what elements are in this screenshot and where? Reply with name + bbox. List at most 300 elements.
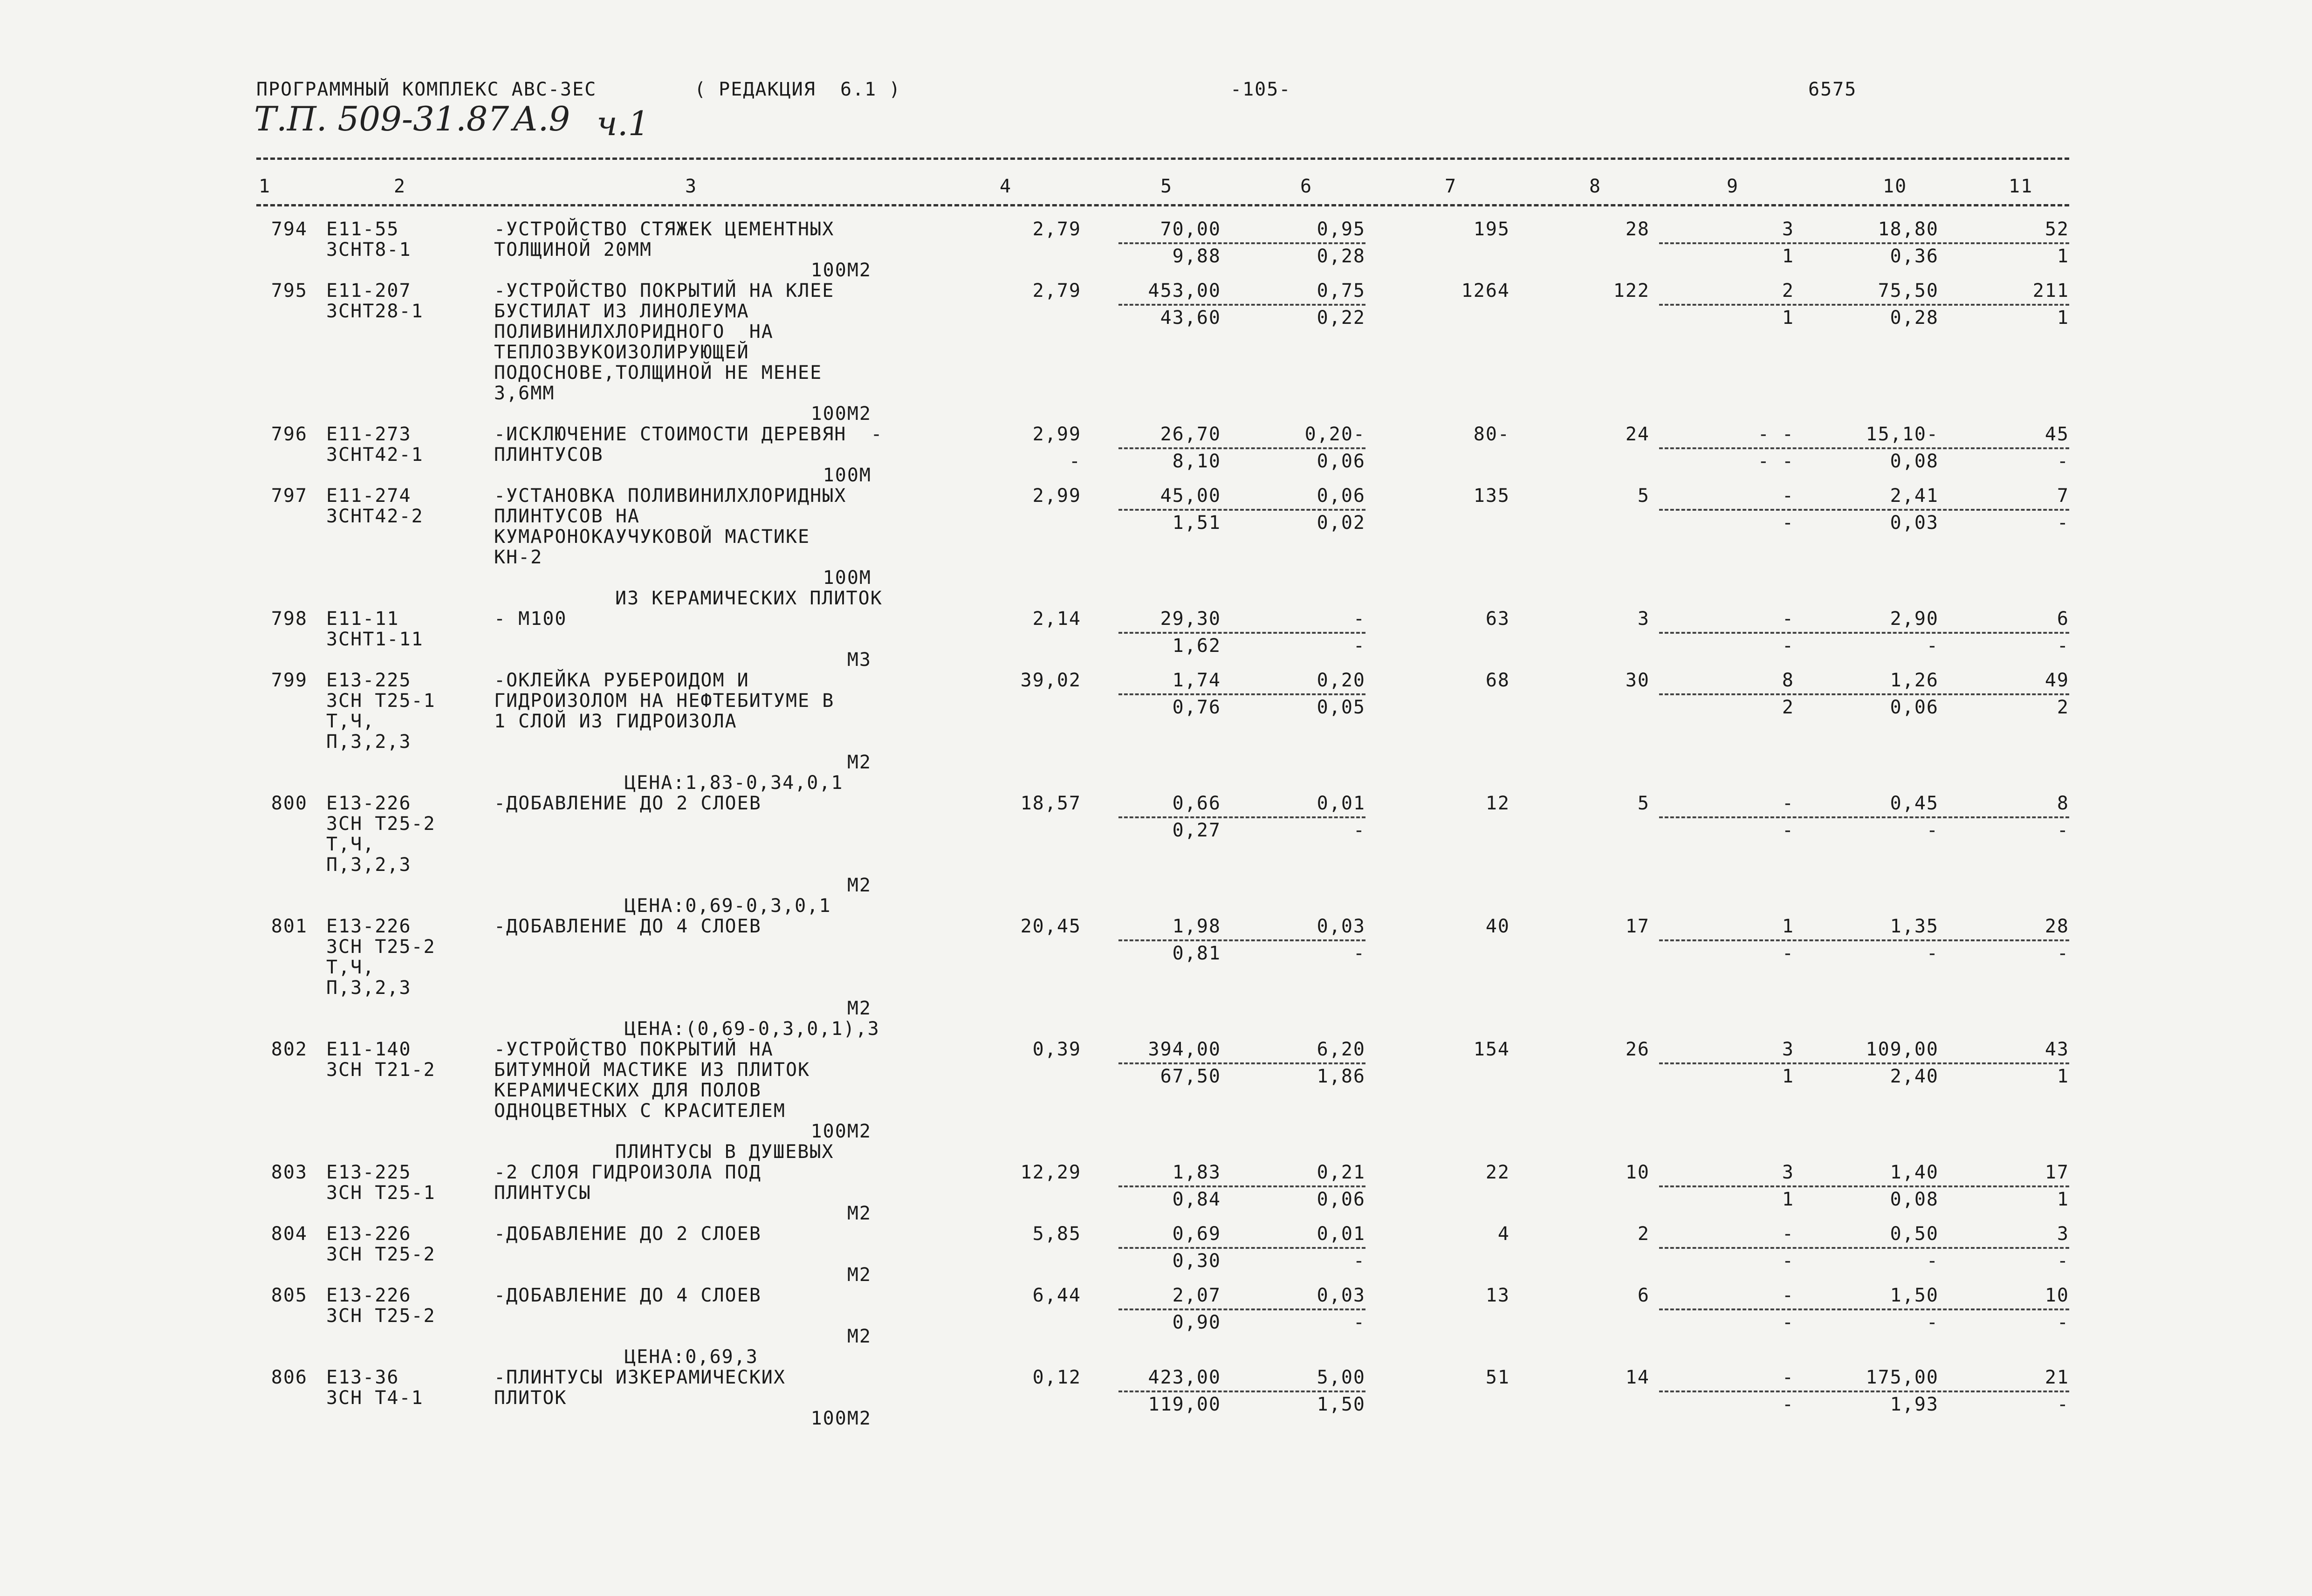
cell-col5-second: 1,51 — [1172, 512, 1221, 534]
cell-col10: 1,50 — [1890, 1285, 1939, 1306]
column-header-2: 2 — [394, 176, 406, 197]
column-header-6: 6 — [1300, 176, 1313, 197]
cell-col11: 45 — [2044, 424, 2069, 445]
cell-col4: 0,39 — [1032, 1039, 1081, 1060]
row-description: ПОЛИВИНИЛХЛОРИДНОГО НА — [494, 321, 774, 342]
row-description: ТЕПЛОЗВУКОИЗОЛИРУЮЩЕЙ — [494, 342, 749, 363]
row-code: ЗСНТ28-1 — [326, 301, 424, 322]
cell-col6: 0,20 — [1317, 670, 1365, 691]
row-number: 801 — [271, 916, 308, 937]
row-description: ОДНОЦВЕТНЫХ С КРАСИТЕЛЕМ — [494, 1100, 786, 1122]
row-description: 1 СЛОЙ ИЗ ГИДРОИЗОЛА — [494, 711, 737, 732]
row-description: -ОКЛЕЙКА РУБЕРОИДОМ И — [494, 670, 749, 691]
cell-col10: 2,41 — [1890, 485, 1939, 507]
cell-col11: 8 — [2057, 793, 2069, 814]
document-code: 6575 — [1808, 79, 1857, 100]
row-number: 800 — [271, 793, 308, 814]
cell-col10-second: 2,40 — [1890, 1066, 1939, 1087]
cell-col11-second: 1 — [2057, 307, 2069, 329]
cell-col9: 8 — [1782, 670, 1794, 691]
cell-col4: 39,02 — [1020, 670, 1081, 691]
row-description: -ДОБАВЛЕНИЕ ДО 2 СЛОЕВ — [494, 793, 762, 814]
cell-col10-second: 0,08 — [1890, 451, 1939, 472]
cell-col9-second: - — [1782, 512, 1794, 534]
cell-col6-second: 0,02 — [1317, 512, 1365, 534]
cell-col11: 7 — [2057, 485, 2069, 507]
cell-col11-second: - — [2057, 943, 2069, 964]
cell-col10-second: 0,36 — [1890, 246, 1939, 267]
cell-col6-second: 0,06 — [1317, 451, 1365, 472]
cell-col8: 10 — [1625, 1162, 1650, 1183]
cell-col10: 18,80 — [1878, 219, 1939, 240]
subtotal-rule-right — [1659, 939, 2069, 941]
row-description: КУМАРОНОКАУЧУКОВОЙ МАСТИКЕ — [494, 526, 810, 548]
row-unit: М3 — [847, 649, 871, 671]
cell-col10: 175,00 — [1866, 1367, 1939, 1388]
row-number: 797 — [271, 485, 308, 507]
cell-col8: 5 — [1637, 793, 1650, 814]
cell-col11: 3 — [2057, 1223, 2069, 1245]
cell-col10: 1,35 — [1890, 916, 1939, 937]
cell-col6-second: 1,86 — [1317, 1066, 1365, 1087]
row-code: П,3,2,3 — [326, 731, 412, 753]
cell-col5: 70,00 — [1160, 219, 1221, 240]
handwritten-album: А.9 — [513, 99, 570, 138]
subtotal-rule-left — [1118, 1247, 1365, 1249]
row-code: Е13-225 — [326, 670, 412, 691]
cell-col9-second: 1 — [1782, 307, 1794, 329]
cell-col11-second: 2 — [2057, 697, 2069, 718]
row-description: 3,6ММ — [494, 383, 555, 404]
row-number: 799 — [271, 670, 308, 691]
cell-col5-second: 0,90 — [1172, 1312, 1221, 1333]
row-code: П,3,2,3 — [326, 977, 412, 999]
column-header-11: 11 — [2009, 176, 2033, 197]
subtotal-rule-right — [1659, 509, 2069, 511]
cell-col5: 1,98 — [1172, 916, 1221, 937]
cell-col11: 21 — [2044, 1367, 2069, 1388]
cell-col11: 52 — [2044, 219, 2069, 240]
cell-col7: 13 — [1485, 1285, 1510, 1306]
cell-col9-second: 2 — [1782, 697, 1794, 718]
row-code: ЗСН Т25-2 — [326, 813, 436, 835]
row-code: ЗСН Т25-2 — [326, 1244, 436, 1265]
cell-col10-second: - — [1926, 820, 1939, 841]
cell-col10: 75,50 — [1878, 280, 1939, 301]
cell-col7: 51 — [1485, 1367, 1510, 1388]
row-description: -ПЛИНТУСЫ ИЗКЕРАМИЧЕСКИХ — [494, 1367, 786, 1388]
cell-col6-second: - — [1353, 943, 1365, 964]
cell-col4: 0,12 — [1032, 1367, 1081, 1388]
cell-col9-second: - — [1782, 1394, 1794, 1415]
edition-label: ( РЕДАКЦИЯ 6.1 ) — [694, 79, 901, 100]
cell-col11-second: - — [2057, 512, 2069, 534]
cell-col9: - - — [1757, 424, 1794, 445]
cell-col5: 2,07 — [1172, 1285, 1221, 1306]
row-code: Е13-36 — [326, 1367, 399, 1388]
row-description: - М100 — [494, 608, 567, 630]
subtotal-rule-right — [1659, 304, 2069, 306]
row-description: КН-2 — [494, 547, 543, 568]
cell-col5-second: 67,50 — [1160, 1066, 1221, 1087]
row-unit: 100М — [823, 465, 871, 486]
cell-col9: - — [1782, 1223, 1794, 1245]
row-code: Т,Ч, — [326, 834, 375, 855]
cell-col11-second: 1 — [2057, 246, 2069, 267]
cell-col6-second: 1,50 — [1317, 1394, 1365, 1415]
cell-col9: 3 — [1782, 219, 1794, 240]
cell-col11-second: - — [2057, 1394, 2069, 1415]
cell-col4: 2,14 — [1032, 608, 1081, 630]
cell-col11: 43 — [2044, 1039, 2069, 1060]
cell-col5: 26,70 — [1160, 424, 1221, 445]
cell-col7: 68 — [1485, 670, 1510, 691]
cell-col9: 3 — [1782, 1162, 1794, 1183]
cell-col7: 40 — [1485, 916, 1510, 937]
row-number: 794 — [271, 219, 308, 240]
cell-col9: 2 — [1782, 280, 1794, 301]
cell-col4: 2,99 — [1032, 485, 1081, 507]
cell-col10: 15,10- — [1866, 424, 1939, 445]
subtotal-rule-left — [1118, 693, 1365, 695]
column-header-10: 10 — [1883, 176, 1907, 197]
row-unit: 100М2 — [810, 260, 871, 281]
cell-col8: 6 — [1637, 1285, 1650, 1306]
cell-col11-second: - — [2057, 1250, 2069, 1272]
cell-col7: 12 — [1485, 793, 1510, 814]
cell-col11: 49 — [2044, 670, 2069, 691]
cell-col9: - — [1782, 485, 1794, 507]
row-unit: М2 — [847, 998, 871, 1019]
cell-col6: 0,01 — [1317, 1223, 1365, 1245]
page-number: -105- — [1230, 79, 1291, 100]
cell-col5-second: 0,81 — [1172, 943, 1221, 964]
column-header-9: 9 — [1727, 176, 1739, 197]
cell-col10: 0,50 — [1890, 1223, 1939, 1245]
cell-col9-second: - - — [1757, 451, 1794, 472]
row-description: -ДОБАВЛЕНИЕ ДО 2 СЛОЕВ — [494, 1223, 762, 1245]
row-code: ЗСНТ42-1 — [326, 444, 424, 466]
column-header-7: 7 — [1445, 176, 1457, 197]
row-section-heading: ИЗ КЕРАМИЧЕСКИХ ПЛИТОК — [615, 588, 883, 609]
cell-col6: - — [1353, 608, 1365, 630]
subtotal-rule-right — [1659, 1062, 2069, 1064]
cell-col8: 28 — [1625, 219, 1650, 240]
row-unit: М2 — [847, 1326, 871, 1347]
cell-col9-second: - — [1782, 1312, 1794, 1333]
subtotal-rule-right — [1659, 447, 2069, 449]
row-description: -ИСКЛЮЧЕНИЕ СТОИМОСТИ ДЕРЕВЯН - — [494, 424, 883, 445]
row-price-note: ЦЕНА:0,69,3 — [624, 1346, 758, 1368]
row-code: ЗСНТ8-1 — [326, 239, 412, 260]
cell-col5: 29,30 — [1160, 608, 1221, 630]
cell-col11: 17 — [2044, 1162, 2069, 1183]
cell-col10: 109,00 — [1866, 1039, 1939, 1060]
row-code: ЗСН Т25-2 — [326, 1305, 436, 1327]
row-code: ЗСН Т25-1 — [326, 690, 436, 712]
cell-col11-second: - — [2057, 1312, 2069, 1333]
subtotal-rule-right — [1659, 1308, 2069, 1310]
row-code: Е11-274 — [326, 485, 412, 507]
row-code: Е11-207 — [326, 280, 412, 301]
cell-col9-second: - — [1782, 635, 1794, 657]
row-code: Е11-140 — [326, 1039, 412, 1060]
cell-col11: 6 — [2057, 608, 2069, 630]
row-description: -УСТАНОВКА ПОЛИВИНИЛХЛОРИДНЫХ — [494, 485, 847, 507]
cell-col6: 0,01 — [1317, 793, 1365, 814]
cell-col8: 2 — [1637, 1223, 1650, 1245]
cell-col7: 1264 — [1461, 280, 1510, 301]
row-code: Е11-273 — [326, 424, 412, 445]
cell-col5-second: 8,10 — [1172, 451, 1221, 472]
row-description: ПЛИНТУСОВ НА — [494, 506, 640, 527]
row-code: Е13-225 — [326, 1162, 412, 1183]
row-description: -ДОБАВЛЕНИЕ ДО 4 СЛОЕВ — [494, 1285, 762, 1306]
cell-col10-second: - — [1926, 1250, 1939, 1272]
row-code: Е11-11 — [326, 608, 399, 630]
subtotal-rule-right — [1659, 1185, 2069, 1187]
row-unit: 100М2 — [810, 1121, 871, 1142]
cell-col5-second: 119,00 — [1148, 1394, 1221, 1415]
cell-col5-second: 9,88 — [1172, 246, 1221, 267]
cell-col5-second: 0,27 — [1172, 820, 1221, 841]
cell-col5: 0,69 — [1172, 1223, 1221, 1245]
row-description: ГИДРОИЗОЛОМ НА НЕФТЕБИТУМЕ В — [494, 690, 835, 712]
subtotal-rule-left — [1118, 1308, 1365, 1310]
row-description: ТОЛЩИНОЙ 20ММ — [494, 239, 652, 260]
cell-col6: 5,00 — [1317, 1367, 1365, 1388]
handwritten-tp: Т.П. 509-31.87 — [254, 99, 509, 138]
cell-col4: 12,29 — [1020, 1162, 1081, 1183]
cell-col10: 2,90 — [1890, 608, 1939, 630]
row-description: ПЛИТОК — [494, 1387, 567, 1409]
cell-col9: - — [1782, 793, 1794, 814]
subtotal-rule-right — [1659, 693, 2069, 695]
cell-col6-second: - — [1353, 1312, 1365, 1333]
cell-col4: 20,45 — [1020, 916, 1081, 937]
cell-col5-second: 0,84 — [1172, 1189, 1221, 1210]
cell-col9: - — [1782, 1367, 1794, 1388]
cell-col11: 211 — [2032, 280, 2069, 301]
row-description: ПЛИНТУСЫ — [494, 1182, 591, 1204]
subtotal-rule-right — [1659, 242, 2069, 244]
cell-col7: 135 — [1473, 485, 1510, 507]
column-header-5: 5 — [1160, 176, 1173, 197]
subtotal-rule-left — [1118, 1062, 1365, 1064]
row-code: Т,Ч, — [326, 711, 375, 732]
cell-col6-second: - — [1353, 635, 1365, 657]
cell-col5-second: 0,30 — [1172, 1250, 1221, 1272]
cell-col9-second: - — [1782, 1250, 1794, 1272]
row-description: КЕРАМИЧЕСКИХ ДЛЯ ПОЛОВ — [494, 1080, 762, 1101]
row-number: 806 — [271, 1367, 308, 1388]
cell-col6-second: 0,06 — [1317, 1189, 1365, 1210]
cell-col10: 1,26 — [1890, 670, 1939, 691]
cell-col5: 0,66 — [1172, 793, 1221, 814]
row-description: БИТУМНОЙ МАСТИКЕ ИЗ ПЛИТОК — [494, 1059, 810, 1081]
cell-col7: 4 — [1497, 1223, 1510, 1245]
row-number: 802 — [271, 1039, 308, 1060]
cell-col11-second: 1 — [2057, 1189, 2069, 1210]
row-description: ПОДОСНОВЕ,ТОЛЩИНОЙ НЕ МЕНЕЕ — [494, 362, 823, 384]
cell-col7: 80- — [1473, 424, 1510, 445]
cell-col9: - — [1782, 608, 1794, 630]
cell-col8: 14 — [1625, 1367, 1650, 1388]
cell-col7: 154 — [1473, 1039, 1510, 1060]
cell-col10-second: - — [1926, 635, 1939, 657]
row-unit: М2 — [847, 752, 871, 773]
row-code: ЗСН Т21-2 — [326, 1059, 436, 1081]
row-description: -УСТРОЙСТВО ПОКРЫТИЙ НА — [494, 1039, 774, 1060]
cell-col9: 1 — [1782, 916, 1794, 937]
cell-col4: 6,44 — [1032, 1285, 1081, 1306]
row-number: 803 — [271, 1162, 308, 1183]
cell-col8: 24 — [1625, 424, 1650, 445]
cell-col8: 30 — [1625, 670, 1650, 691]
cell-col11: 28 — [2044, 916, 2069, 937]
row-description: ПЛИНТУСОВ — [494, 444, 604, 466]
row-code: ЗСН Т25-1 — [326, 1182, 436, 1204]
cell-col4: 5,85 — [1032, 1223, 1081, 1245]
cell-col11-second: - — [2057, 451, 2069, 472]
cell-col4: 2,79 — [1032, 280, 1081, 301]
row-number: 805 — [271, 1285, 308, 1306]
column-header-8: 8 — [1589, 176, 1602, 197]
row-description: -2 СЛОЯ ГИДРОИЗОЛА ПОД — [494, 1162, 762, 1183]
cell-col6: 6,20 — [1317, 1039, 1365, 1060]
cell-col6-second: 0,05 — [1317, 697, 1365, 718]
row-code: ЗСНТ42-2 — [326, 506, 424, 527]
cell-col8: 17 — [1625, 916, 1650, 937]
cell-col6-second: - — [1353, 1250, 1365, 1272]
cell-col9-second: 1 — [1782, 1066, 1794, 1087]
row-code: Е13-226 — [326, 793, 412, 814]
cell-col11-second: - — [2057, 820, 2069, 841]
cell-col6: 0,75 — [1317, 280, 1365, 301]
row-unit: 100М2 — [810, 1408, 871, 1429]
row-price-note: ЦЕНА:(0,69-0,3,0,1),3 — [624, 1018, 880, 1040]
row-code: Е13-226 — [326, 1223, 412, 1245]
column-header-3: 3 — [685, 176, 698, 197]
cell-col11-second: - — [2057, 635, 2069, 657]
row-code: Т,Ч, — [326, 957, 375, 978]
header-separator-bottom — [256, 204, 2069, 206]
row-price-note: ЦЕНА:0,69-0,3,0,1 — [624, 895, 831, 917]
row-description: -ДОБАВЛЕНИЕ ДО 4 СЛОЕВ — [494, 916, 762, 937]
cell-col7: 195 — [1473, 219, 1510, 240]
row-unit: 100М2 — [810, 403, 871, 425]
subtotal-rule-left — [1118, 939, 1365, 941]
subtotal-rule-right — [1659, 632, 2069, 634]
cell-col10-second: 0,28 — [1890, 307, 1939, 329]
row-code: П,3,2,3 — [326, 854, 412, 876]
row-unit: М2 — [847, 1264, 871, 1286]
row-unit: 100М — [823, 567, 871, 589]
cell-col5: 45,00 — [1160, 485, 1221, 507]
cell-col6: 0,95 — [1317, 219, 1365, 240]
cell-col5: 1,74 — [1172, 670, 1221, 691]
cell-col4-second: - — [1069, 451, 1081, 472]
row-code: ЗСН Т25-2 — [326, 936, 436, 958]
subtotal-rule-left — [1118, 816, 1365, 818]
cell-col6-second: 0,28 — [1317, 246, 1365, 267]
cell-col10-second: - — [1926, 943, 1939, 964]
row-number: 795 — [271, 280, 308, 301]
subtotal-rule-left — [1118, 304, 1365, 306]
cell-col6: 0,20- — [1304, 424, 1365, 445]
cell-col8: 122 — [1613, 280, 1650, 301]
subtotal-rule-left — [1118, 632, 1365, 634]
cell-col4: 18,57 — [1020, 793, 1081, 814]
row-description: БУСТИЛАТ ИЗ ЛИНОЛЕУМА — [494, 301, 749, 322]
program-title: ПРОГРАММНЫЙ КОМПЛЕКС АВС-3ЕС — [256, 79, 597, 100]
cell-col9-second: - — [1782, 943, 1794, 964]
cell-col10: 0,45 — [1890, 793, 1939, 814]
row-number: 796 — [271, 424, 308, 445]
subtotal-rule-right — [1659, 1247, 2069, 1249]
subtotal-rule-left — [1118, 447, 1365, 449]
column-header-4: 4 — [1000, 176, 1012, 197]
cell-col6: 0,03 — [1317, 1285, 1365, 1306]
cell-col9-second: - — [1782, 820, 1794, 841]
column-header-1: 1 — [259, 176, 271, 197]
cell-col5-second: 1,62 — [1172, 635, 1221, 657]
cell-col6-second: - — [1353, 820, 1365, 841]
subtotal-rule-right — [1659, 816, 2069, 818]
cell-col9: 3 — [1782, 1039, 1794, 1060]
row-code: ЗСН Т4-1 — [326, 1387, 424, 1409]
cell-col6: 0,21 — [1317, 1162, 1365, 1183]
cell-col11-second: 1 — [2057, 1066, 2069, 1087]
row-section-heading: ПЛИНТУСЫ В ДУШЕВЫХ — [615, 1141, 834, 1163]
cell-col7: 22 — [1485, 1162, 1510, 1183]
header-separator-top — [256, 158, 2069, 160]
cell-col10-second: 1,93 — [1890, 1394, 1939, 1415]
cell-col9: - — [1782, 1285, 1794, 1306]
cell-col5-second: 0,76 — [1172, 697, 1221, 718]
cell-col10-second: 0,03 — [1890, 512, 1939, 534]
cell-col8: 3 — [1637, 608, 1650, 630]
subtotal-rule-left — [1118, 1185, 1365, 1187]
subtotal-rule-left — [1118, 242, 1365, 244]
subtotal-rule-right — [1659, 1391, 2069, 1392]
cell-col10-second: 0,06 — [1890, 697, 1939, 718]
cell-col8: 5 — [1637, 485, 1650, 507]
cell-col5: 453,00 — [1148, 280, 1221, 301]
cell-col6: 0,06 — [1317, 485, 1365, 507]
cell-col10-second: - — [1926, 1312, 1939, 1333]
row-number: 804 — [271, 1223, 308, 1245]
cell-col10-second: 0,08 — [1890, 1189, 1939, 1210]
row-number: 798 — [271, 608, 308, 630]
row-code: Е11-55 — [326, 219, 399, 240]
cell-col5: 423,00 — [1148, 1367, 1221, 1388]
cell-col8: 26 — [1625, 1039, 1650, 1060]
cell-col9-second: 1 — [1782, 1189, 1794, 1210]
row-unit: М2 — [847, 1203, 871, 1224]
cell-col4: 2,99 — [1032, 424, 1081, 445]
row-description: -УСТРОЙСТВО ПОКРЫТИЙ НА КЛЕЕ — [494, 280, 835, 301]
cell-col5-second: 43,60 — [1160, 307, 1221, 329]
cell-col6-second: 0,22 — [1317, 307, 1365, 329]
cell-col6: 0,03 — [1317, 916, 1365, 937]
row-code: Е13-226 — [326, 1285, 412, 1306]
subtotal-rule-left — [1118, 509, 1365, 511]
cell-col4: 2,79 — [1032, 219, 1081, 240]
cell-col11: 10 — [2044, 1285, 2069, 1306]
cell-col7: 63 — [1485, 608, 1510, 630]
cell-col5: 1,83 — [1172, 1162, 1221, 1183]
